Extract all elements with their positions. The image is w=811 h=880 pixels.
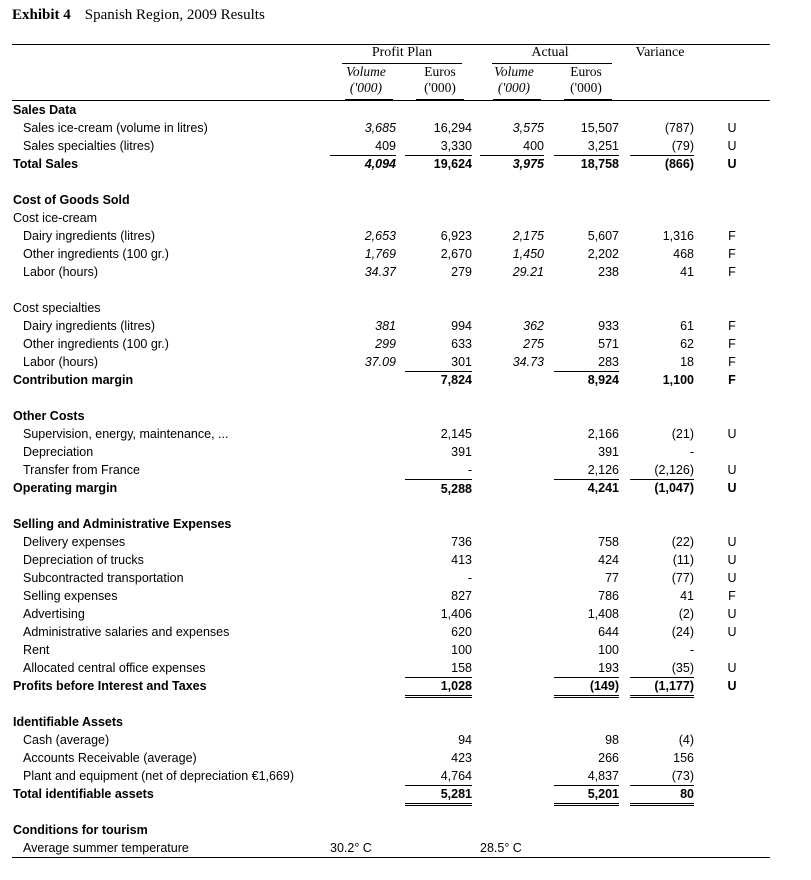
row-label: Allocated central office expenses xyxy=(23,661,206,675)
plan-euros-cell: 736 xyxy=(451,535,472,549)
variance-cell: - xyxy=(689,643,694,657)
row-label: Total identifiable assets xyxy=(13,787,154,801)
row-label: Transfer from France xyxy=(23,463,140,477)
variance-cell: (24) xyxy=(671,625,694,639)
table-row xyxy=(0,335,811,353)
table-row xyxy=(0,209,811,227)
total-row xyxy=(0,155,811,173)
header-plan-volume-label: Volume xyxy=(346,64,386,79)
row-label: Sales ice-cream (volume in litres) xyxy=(23,121,208,135)
actual-volume-cell: 3,975 xyxy=(512,157,544,171)
actual-euros-cell: 2,166 xyxy=(587,427,619,441)
section-header xyxy=(0,407,811,425)
row-label: Total Sales xyxy=(13,157,79,171)
actual-volume-cell xyxy=(480,605,544,623)
variance-flag: U xyxy=(727,157,737,171)
variance-flag: F xyxy=(728,589,736,603)
header-actual-euros-unit: ('000) xyxy=(570,80,602,95)
plan-volume-cell: 409 xyxy=(330,137,396,156)
plan-volume-cell xyxy=(330,443,396,461)
variance-flag: U xyxy=(727,427,737,441)
row-label: Accounts Receivable (average) xyxy=(23,751,197,765)
plan-euros-cell: 620 xyxy=(451,625,472,639)
section-header xyxy=(0,191,811,209)
row-label: Cost specialties xyxy=(13,301,101,315)
variance-cell: 1,100 xyxy=(662,373,694,387)
variance-cell: (1,177) xyxy=(630,677,694,698)
plan-volume-cell: 34.37 xyxy=(364,265,396,279)
section-header xyxy=(0,713,811,731)
table-row xyxy=(0,227,811,245)
variance-flag xyxy=(720,443,744,461)
header-plan-volume xyxy=(336,64,396,96)
row-label: Selling expenses xyxy=(23,589,118,603)
actual-volume-cell xyxy=(480,551,544,569)
actual-euros-cell: 8,924 xyxy=(587,373,619,387)
variance-cell: (35) xyxy=(630,659,694,678)
actual-euros-cell: 571 xyxy=(598,337,619,351)
exhibit-label: Exhibit 4 xyxy=(12,7,71,23)
plan-euros-cell: 5,281 xyxy=(405,785,472,806)
plan-volume-cell: 4,094 xyxy=(364,157,396,171)
actual-volume-cell xyxy=(480,461,544,479)
actual-euros-cell: 2,126 xyxy=(554,461,619,480)
actual-euros-cell: 5,201 xyxy=(554,785,619,806)
plan-volume-cell xyxy=(330,551,396,569)
actual-volume-cell xyxy=(480,749,544,767)
table-row xyxy=(0,623,811,641)
table-row xyxy=(0,569,811,587)
row-label: Advertising xyxy=(23,607,85,621)
variance-flag: F xyxy=(728,319,736,333)
plan-volume-cell xyxy=(330,569,396,587)
variance-cell: 41 xyxy=(680,589,694,603)
row-label: Sales Data xyxy=(13,103,77,117)
plan-volume-cell xyxy=(330,731,396,749)
actual-euros-cell: 100 xyxy=(598,643,619,657)
actual-euros-cell: 3,251 xyxy=(554,137,619,156)
actual-volume-cell xyxy=(480,659,544,677)
plan-volume-cell xyxy=(330,605,396,623)
variance-flag: U xyxy=(727,571,737,585)
plan-volume-cell: 37.09 xyxy=(364,355,396,369)
actual-volume-cell: 29.21 xyxy=(512,265,544,279)
row-label: Plant and equipment (net of depreciation €1,669) xyxy=(23,769,295,783)
row-label: Cost of Goods Sold xyxy=(13,193,130,207)
actual-volume-cell: 400 xyxy=(480,137,544,156)
header-actual-volume-unit: ('000) xyxy=(497,80,531,95)
row-label: Contribution margin xyxy=(13,373,134,387)
actual-volume-cell xyxy=(480,641,544,659)
actual-volume-cell: 2,175 xyxy=(512,229,544,243)
actual-euros-cell: 4,837 xyxy=(554,767,619,786)
header-actual-euros xyxy=(556,64,616,96)
actual-volume-cell: 1,450 xyxy=(512,247,544,261)
plan-volume-cell xyxy=(330,587,396,605)
table-row xyxy=(0,119,811,137)
section-header xyxy=(0,101,811,119)
actual-volume-cell xyxy=(480,767,544,785)
plan-volume-cell xyxy=(330,623,396,641)
actual-euros-cell: 193 xyxy=(554,659,619,678)
variance-flag: F xyxy=(728,355,736,369)
plan-euros-cell: 279 xyxy=(451,265,472,279)
header-plan-volume-unit: ('000) xyxy=(349,80,383,95)
plan-volume-cell: 30.2° C xyxy=(330,839,396,858)
plan-euros-cell xyxy=(405,839,472,857)
plan-euros-cell: 1,028 xyxy=(405,677,472,698)
table-row xyxy=(0,641,811,659)
variance-flag xyxy=(720,767,744,785)
table-row xyxy=(0,317,811,335)
row-label: Dairy ingredients (litres) xyxy=(23,319,155,333)
plan-volume-cell: 299 xyxy=(375,337,396,351)
variance-flag xyxy=(720,641,744,659)
actual-euros-cell: 4,241 xyxy=(587,481,619,495)
actual-euros-cell: 758 xyxy=(598,535,619,549)
actual-euros-cell: 238 xyxy=(598,265,619,279)
row-label: Average summer temperature xyxy=(23,841,189,855)
plan-euros-cell: 391 xyxy=(451,445,472,459)
actual-euros-cell: 1,408 xyxy=(587,607,619,621)
header-actual-volume-label: Volume xyxy=(494,64,534,79)
variance-cell xyxy=(630,839,694,857)
table-bottom-rule xyxy=(12,857,770,858)
row-label: Administrative salaries and expenses xyxy=(23,625,230,639)
plan-euros-cell: 19,624 xyxy=(433,157,472,171)
variance-flag: U xyxy=(727,661,737,675)
table-row xyxy=(0,533,811,551)
table-row xyxy=(0,551,811,569)
actual-euros-cell: 2,202 xyxy=(587,247,619,261)
variance-flag: F xyxy=(728,337,736,351)
plan-volume-cell xyxy=(330,479,396,497)
variance-cell: 80 xyxy=(630,785,694,806)
plan-volume-cell xyxy=(330,371,396,389)
header-profit-plan: Profit Plan xyxy=(371,45,433,60)
actual-euros-cell: 424 xyxy=(598,553,619,567)
plan-euros-cell: 3,330 xyxy=(405,137,472,156)
section-header xyxy=(0,821,811,839)
actual-volume-cell xyxy=(480,533,544,551)
actual-volume-cell: 362 xyxy=(523,319,544,333)
row-label: Subcontracted transportation xyxy=(23,571,184,585)
table-row xyxy=(0,263,811,281)
actual-euros-cell: 15,507 xyxy=(580,121,619,135)
table-row xyxy=(0,605,811,623)
actual-volume-cell xyxy=(480,425,544,443)
actual-euros-cell: 283 xyxy=(554,353,619,372)
plan-euros-cell: - xyxy=(467,571,472,585)
total-row xyxy=(0,479,811,497)
variance-cell: (4) xyxy=(678,733,694,747)
plan-euros-cell: 423 xyxy=(451,751,472,765)
variance-cell: (2,126) xyxy=(630,461,694,480)
table-row xyxy=(0,425,811,443)
row-label: Cash (average) xyxy=(23,733,110,747)
actual-euros-cell: 266 xyxy=(598,751,619,765)
plan-euros-cell: 4,764 xyxy=(405,767,472,786)
row-label: Other ingredients (100 gr.) xyxy=(23,247,169,261)
table-row xyxy=(0,767,811,785)
variance-cell: (79) xyxy=(630,137,694,156)
plan-euros-cell: 1,406 xyxy=(440,607,472,621)
variance-flag: U xyxy=(727,535,737,549)
variance-flag: F xyxy=(728,247,736,261)
actual-volume-cell xyxy=(480,587,544,605)
variance-cell: 62 xyxy=(680,337,694,351)
plan-euros-cell: 5,288 xyxy=(405,479,472,498)
table-row xyxy=(0,731,811,749)
actual-volume-cell xyxy=(480,677,544,695)
variance-cell: (787) xyxy=(664,121,694,135)
plan-euros-cell: 994 xyxy=(451,319,472,333)
variance-flag: U xyxy=(727,463,737,477)
actual-volume-cell: 34.73 xyxy=(512,355,544,369)
total-row xyxy=(0,677,811,695)
plan-volume-cell xyxy=(330,533,396,551)
variance-flag xyxy=(720,785,744,803)
variance-cell: (22) xyxy=(671,535,694,549)
exhibit-title xyxy=(12,7,265,24)
header-actual: Actual xyxy=(531,45,569,60)
variance-cell: (77) xyxy=(671,571,694,585)
row-label: Selling and Administrative Expenses xyxy=(13,517,232,531)
actual-euros-cell: 5,607 xyxy=(587,229,619,243)
plan-euros-cell: 301 xyxy=(405,353,472,372)
plan-euros-cell: 827 xyxy=(451,589,472,603)
section-header xyxy=(0,515,811,533)
actual-volume-cell xyxy=(480,623,544,641)
variance-flag: F xyxy=(728,265,736,279)
row-label: Depreciation of trucks xyxy=(23,553,144,567)
actual-volume-cell xyxy=(480,785,544,803)
actual-euros-cell: 77 xyxy=(605,571,619,585)
variance-cell: 156 xyxy=(673,751,694,765)
row-label: Identifiable Assets xyxy=(13,715,123,729)
row-label: Dairy ingredients (litres) xyxy=(23,229,155,243)
plan-volume-cell xyxy=(330,425,396,443)
plan-volume-cell xyxy=(330,785,396,803)
row-label: Rent xyxy=(23,643,50,657)
row-label: Profits before Interest and Taxes xyxy=(13,679,207,693)
variance-cell: (21) xyxy=(671,427,694,441)
row-label: Depreciation xyxy=(23,445,94,459)
plan-euros-cell: 16,294 xyxy=(433,121,472,135)
actual-volume-cell: 275 xyxy=(523,337,544,351)
variance-flag: U xyxy=(727,553,737,567)
table-row xyxy=(0,659,811,677)
variance-flag: U xyxy=(727,625,737,639)
plan-euros-cell: 158 xyxy=(405,659,472,678)
plan-volume-cell xyxy=(330,461,396,479)
row-label: Other Costs xyxy=(13,409,85,423)
table-row xyxy=(0,443,811,461)
variance-cell: 468 xyxy=(673,247,694,261)
variance-flag: U xyxy=(727,139,737,153)
actual-volume-cell xyxy=(480,569,544,587)
variance-cell: (866) xyxy=(664,157,694,171)
actual-euros-cell: (149) xyxy=(554,677,619,698)
variance-cell: (73) xyxy=(630,767,694,786)
row-label: Delivery expenses xyxy=(23,535,126,549)
table-row xyxy=(0,587,811,605)
variance-flag: U xyxy=(727,679,737,693)
plan-euros-cell: 6,923 xyxy=(440,229,472,243)
actual-euros-cell: 98 xyxy=(605,733,619,747)
header-actual-euros-label: Euros xyxy=(570,64,602,79)
actual-volume-cell xyxy=(480,443,544,461)
plan-euros-cell: - xyxy=(405,461,472,480)
variance-cell: - xyxy=(689,445,694,459)
variance-flag: F xyxy=(728,229,736,243)
variance-cell: 18 xyxy=(680,355,694,369)
row-label: Conditions for tourism xyxy=(13,823,148,837)
variance-cell: (11) xyxy=(672,553,694,567)
actual-volume-cell xyxy=(480,479,544,497)
actual-volume-cell: 3,575 xyxy=(512,121,544,135)
plan-volume-cell xyxy=(330,641,396,659)
row-label: Other ingredients (100 gr.) xyxy=(23,337,169,351)
plan-volume-cell: 381 xyxy=(375,319,396,333)
plan-volume-cell: 3,685 xyxy=(364,121,396,135)
header-actual-volume xyxy=(484,64,544,96)
header-plan-euros-label: Euros xyxy=(424,64,456,79)
variance-cell: 41 xyxy=(680,265,694,279)
table-row xyxy=(0,839,811,857)
table-row xyxy=(0,353,811,371)
table-row xyxy=(0,461,811,479)
variance-flag xyxy=(720,749,744,767)
header-plan-euros xyxy=(410,64,470,96)
plan-euros-cell: 7,824 xyxy=(440,373,472,387)
total-row xyxy=(0,785,811,803)
plan-volume-cell xyxy=(330,749,396,767)
variance-flag xyxy=(720,839,744,857)
table-row xyxy=(0,749,811,767)
row-label: Labor (hours) xyxy=(23,355,99,369)
actual-volume-cell xyxy=(480,371,544,389)
variance-flag xyxy=(720,731,744,749)
table-row xyxy=(0,245,811,263)
actual-euros-cell: 644 xyxy=(598,625,619,639)
plan-euros-cell: 94 xyxy=(458,733,472,747)
actual-euros-cell xyxy=(554,839,619,857)
actual-euros-cell: 933 xyxy=(598,319,619,333)
plan-euros-cell: 100 xyxy=(451,643,472,657)
exhibit-title-text: Spanish Region, 2009 Results xyxy=(84,7,265,23)
plan-euros-cell: 413 xyxy=(451,553,472,567)
row-label: Cost ice-cream xyxy=(13,211,98,225)
plan-volume-cell xyxy=(330,677,396,695)
plan-volume-cell xyxy=(330,659,396,677)
row-label: Supervision, energy, maintenance, ... xyxy=(23,427,229,441)
total-row xyxy=(0,371,811,389)
row-label: Sales specialties (litres) xyxy=(23,139,155,153)
plan-volume-cell: 1,769 xyxy=(364,247,396,261)
plan-volume-cell: 2,653 xyxy=(364,229,396,243)
header-variance: Variance xyxy=(635,45,685,60)
variance-flag: U xyxy=(727,481,737,495)
actual-volume-cell xyxy=(480,731,544,749)
variance-flag: F xyxy=(728,373,736,387)
plan-volume-cell xyxy=(330,767,396,785)
plan-euros-cell: 2,145 xyxy=(440,427,472,441)
actual-volume-cell: 28.5° C xyxy=(480,839,544,858)
table-row xyxy=(0,299,811,317)
plan-euros-cell: 2,670 xyxy=(440,247,472,261)
variance-flag: U xyxy=(727,607,737,621)
actual-euros-cell: 391 xyxy=(598,445,619,459)
variance-flag: U xyxy=(727,121,737,135)
actual-euros-cell: 786 xyxy=(598,589,619,603)
variance-cell: 61 xyxy=(680,319,694,333)
variance-cell: 1,316 xyxy=(662,229,694,243)
variance-cell: (1,047) xyxy=(654,481,694,495)
row-label: Labor (hours) xyxy=(23,265,99,279)
row-label: Operating margin xyxy=(13,481,118,495)
actual-euros-cell: 18,758 xyxy=(580,157,619,171)
header-plan-euros-unit: ('000) xyxy=(424,80,456,95)
plan-euros-cell: 633 xyxy=(451,337,472,351)
variance-cell: (2) xyxy=(678,607,694,621)
table-row xyxy=(0,137,811,155)
